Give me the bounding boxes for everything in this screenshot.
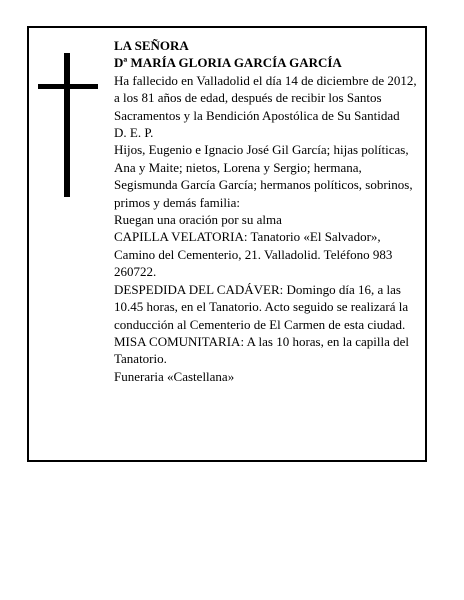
- mass-info: MISA COMUNITARIA: A las 10 horas, en la capilla del Tanatorio.: [114, 333, 410, 367]
- heading-title: LA SEÑORA: [114, 38, 189, 53]
- rip-abbreviation: D. E. P.: [114, 125, 154, 141]
- funeral-home: Funeraria «Castellana»: [114, 368, 235, 384]
- deceased-name: Dª MARÍA GLORIA GARCÍA GARCÍA: [114, 55, 342, 71]
- obituary-text-block: [114, 37, 420, 385]
- prayer-request: Ruegan una oración por su alma: [114, 212, 282, 228]
- farewell-info: DESPEDIDA DEL CADÁVER: Domingo día 16, a las 10.45 horas, en el Tanatorio. Acto seguido se realizará la conducción al Cementerio de El Carmen de esta ciudad.: [114, 281, 409, 332]
- latin-cross-icon-crossbar: [38, 84, 98, 89]
- death-announcement: Ha fallecido en Valladolid el día 14 de diciembre de 2012, a los 81 años de edad, después de recibir los Santos Sacramentos y la Bendición Apostólica de Su Santidad: [114, 72, 417, 123]
- chapel-info: CAPILLA VELATORIA: Tanatorio «El Salvador», Camino del Cementerio, 21. Valladolid. Teléfono 983 260722.: [114, 229, 393, 280]
- latin-cross-icon: [64, 53, 70, 197]
- family-list: Hijos, Eugenio e Ignacio José Gil García; hijas políticas, Ana y Maite; nietos, Lorena y Sergio; hermana, Segismunda García García; hermanos políticos, sobrinos, primos y demás familia:: [114, 142, 413, 210]
